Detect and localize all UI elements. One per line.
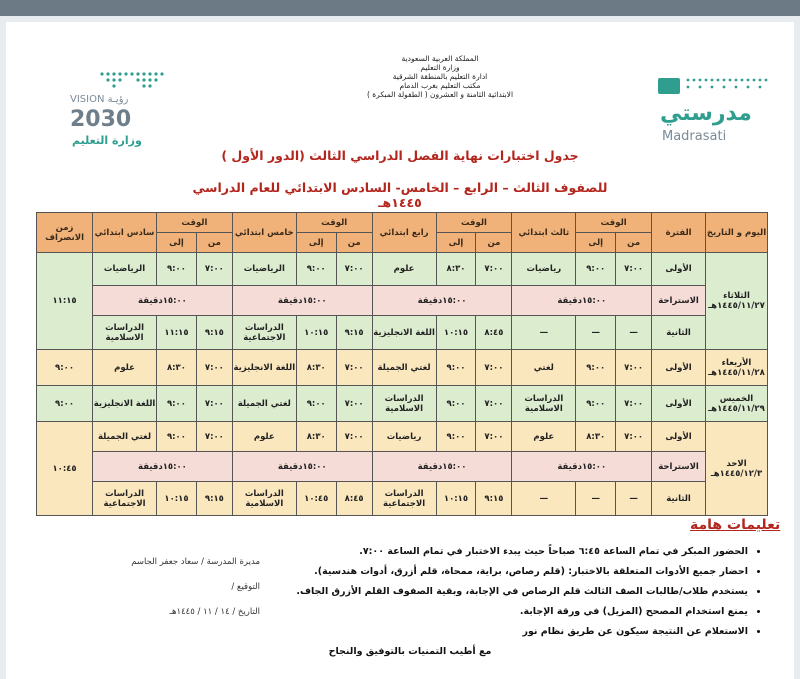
note-item: • الحضور المبكر في تمام الساعة ٦:٤٥ صباحاً حيث يبدء الاختبار في تمام الساعة ٧:٠٠. <box>204 542 748 562</box>
empty-dash: — <box>512 482 576 516</box>
time-from: ٧:٠٠ <box>616 422 652 452</box>
header-to: إلى <box>156 233 196 253</box>
time-to: ٨:٣٠ <box>576 422 616 452</box>
ministry-line: وزارة التعليم <box>420 63 460 72</box>
day-date: ١٤٤٥/١١/٢٩هـ <box>708 403 765 414</box>
header-day-date: اليوم و التاريخ <box>706 213 768 253</box>
time-to: ٨:٣٠ <box>156 350 196 386</box>
period-second: الثانية <box>652 482 706 516</box>
subject-cell: اللغة الانجليزية <box>93 386 157 422</box>
wishes-text: مع أطيب التمنيات بالتوفيق والنجاح <box>328 646 492 657</box>
period-first: الأولى <box>652 386 706 422</box>
exam-schedule-table <box>36 212 768 516</box>
subject-cell: الدراسات الاجتماعية <box>93 482 157 516</box>
header-dismissal: زمن الانصراف <box>37 213 93 253</box>
notes-title: تعليمات هامة <box>690 517 781 533</box>
time-from: ٩:١٥ <box>336 316 372 350</box>
ministry-education-text: وزارة التعليم <box>72 134 142 147</box>
time-to: ٩:٠٠ <box>576 350 616 386</box>
subject-cell: لغتي <box>512 350 576 386</box>
subject-cell: رياضيات <box>372 422 436 452</box>
time-from: ٩:١٥ <box>476 482 512 516</box>
break-duration: ١٥:٠٠دقيقة <box>512 452 652 482</box>
time-to: ٩:٠٠ <box>436 350 476 386</box>
time-to: ٨:٣٠ <box>296 422 336 452</box>
time-from: ٩:١٥ <box>196 316 232 350</box>
break-duration: ١٥:٠٠دقيقة <box>93 286 233 316</box>
subject-cell: الدراسات الاسلامية <box>232 482 296 516</box>
header-time: الوقت <box>436 213 512 233</box>
empty-dash: — <box>576 482 616 516</box>
time-to: ٩:٠٠ <box>436 422 476 452</box>
subject-cell: الدراسات الاسلامية <box>93 316 157 350</box>
subject-cell: علوم <box>232 422 296 452</box>
time-to: ٩:٠٠ <box>296 253 336 286</box>
time-from: ٧:٠٠ <box>616 253 652 286</box>
time-from: ٧:٠٠ <box>476 386 512 422</box>
dismissal-time: ٩:٠٠ <box>37 350 93 386</box>
time-to: ٩:٠٠ <box>156 386 196 422</box>
header-from: من <box>616 233 652 253</box>
empty-dash: — <box>616 482 652 516</box>
day-cell-thursday <box>706 386 768 422</box>
madrasati-logo <box>652 70 782 150</box>
header-from: من <box>336 233 372 253</box>
day-date: ١٤٤٥/١١/٢٨هـ <box>708 367 765 378</box>
time-from: ٧:٠٠ <box>336 350 372 386</box>
empty-dash: — <box>576 316 616 350</box>
header-grade-3: ثالث ابتدائي <box>512 213 576 253</box>
time-to: ١٠:١٥ <box>296 316 336 350</box>
subject-cell: علوم <box>512 422 576 452</box>
time-from: ٧:٠٠ <box>476 422 512 452</box>
vision-text: VISION رؤيـة <box>70 94 129 105</box>
header-period: الفترة <box>652 213 706 253</box>
time-to: ١٠:٤٥ <box>296 482 336 516</box>
day-name: الأربعاء <box>721 357 752 368</box>
signature-date: التاريخ / ١٤ / ١١ / ١٤٤٥هـ <box>169 607 260 617</box>
note-item: • الاستعلام عن النتيجة سيكون عن طريق نظام نور <box>204 622 748 642</box>
subject-cell: الرياضيات <box>232 253 296 286</box>
time-from: ٧:٠٠ <box>196 350 232 386</box>
dismissal-time: ٩:٠٠ <box>37 386 93 422</box>
subject-cell: الدراسات الاسلامية <box>512 386 576 422</box>
time-from: ٧:٠٠ <box>336 386 372 422</box>
period-first: الأولى <box>652 253 706 286</box>
top-bar <box>0 0 800 16</box>
signature-block <box>60 550 260 625</box>
time-to: ٩:٠٠ <box>296 386 336 422</box>
subject-cell: علوم <box>93 350 157 386</box>
header-time: الوقت <box>156 213 232 233</box>
time-from: ٧:٠٠ <box>336 422 372 452</box>
subject-cell: لغتي الجميلة <box>372 350 436 386</box>
time-to: ١٠:١٥ <box>436 482 476 516</box>
header-to: إلى <box>436 233 476 253</box>
header-grade-5: خامس ابتدائي <box>232 213 296 253</box>
ministry-header <box>330 54 550 99</box>
break-duration: ١٥:٠٠دقيقة <box>372 286 512 316</box>
time-from: ٧:٠٠ <box>196 386 232 422</box>
day-cell-wednesday <box>706 350 768 386</box>
header-time: الوقت <box>576 213 652 233</box>
signature-line: التوقيع / <box>231 582 260 592</box>
time-from: ٧:٠٠ <box>476 350 512 386</box>
subject-cell: اللغة الانجليزية <box>372 316 436 350</box>
period-break: الاستراحة <box>652 452 706 482</box>
vision-year: 2030 <box>70 107 132 132</box>
day-cell-tuesday <box>706 253 768 350</box>
header-grade-6: سادس ابتدائي <box>93 213 157 253</box>
subject-cell: اللغة الانجليزية <box>232 350 296 386</box>
time-from: ٨:٤٥ <box>336 482 372 516</box>
day-date: ١٤٤٥/١٢/٣هـ <box>710 468 763 479</box>
time-to: ٩:٠٠ <box>576 386 616 422</box>
empty-dash: — <box>616 316 652 350</box>
header-time: الوقت <box>296 213 372 233</box>
header-to: إلى <box>576 233 616 253</box>
break-duration: ١٥:٠٠دقيقة <box>232 286 372 316</box>
subject-cell: رياضيات <box>512 253 576 286</box>
time-to: ٩:٠٠ <box>436 386 476 422</box>
madrasati-arabic: مدرستي <box>660 101 752 126</box>
note-item: • يمنع استخدام المصحح (المزيل) في ورقة الإجابة. <box>204 602 748 622</box>
header-to: إلى <box>296 233 336 253</box>
day-cell-sunday <box>706 422 768 516</box>
time-to: ١٠:١٥ <box>156 482 196 516</box>
principal-name: مديرة المدرسة / سعاد جعفر الجاسم <box>131 557 260 567</box>
subject-cell: الدراسات الاسلامية <box>372 386 436 422</box>
header-from: من <box>476 233 512 253</box>
time-to: ١٠:١٥ <box>436 316 476 350</box>
time-from: ٧:٠٠ <box>196 422 232 452</box>
day-date: ١٤٤٥/١١/٢٧هـ <box>708 301 765 311</box>
ministry-line: الابتدائية الثامنة و العشرون ( الطفولة المبكرة ) <box>366 90 514 99</box>
time-from: ٧:٠٠ <box>196 253 232 286</box>
time-to: ٩:٠٠ <box>156 253 196 286</box>
note-item: • يستخدم طلاب/طالبات الصف الثالث قلم الرصاص في الإجابة، وبقية الصفوف القلم الأزرق الجاف. <box>204 582 748 602</box>
vision-2030-logo <box>68 68 178 150</box>
page-title: جدول اختبارات نهاية الفصل الدراسي الثالث (الدور الأول ) <box>221 148 579 163</box>
time-to: ٨:٣٠ <box>436 253 476 286</box>
subject-cell: الرياضيات <box>93 253 157 286</box>
time-from: ٧:٠٠ <box>616 386 652 422</box>
break-duration: ١٥:٠٠دقيقة <box>372 452 512 482</box>
note-item: • احضار جميع الأدوات المتعلقة بالاختبار: (قلم رصاص، براية، ممحاة، قلم أزرق، أدوات هندسية). <box>204 562 748 582</box>
break-duration: ١٥:٠٠دقيقة <box>512 286 652 316</box>
empty-dash: — <box>512 316 576 350</box>
ministry-line: مكتب التعليم بغرب الدمام <box>399 81 481 90</box>
time-from: ٧:٠٠ <box>336 253 372 286</box>
subject-cell: لغتي الجميلة <box>232 386 296 422</box>
time-from: ٧:٠٠ <box>616 350 652 386</box>
dismissal-time: ١٠:٤٥ <box>37 422 93 516</box>
madrasati-latin: Madrasati <box>662 129 727 144</box>
time-to: ٩:٠٠ <box>156 422 196 452</box>
time-from: ٨:٤٥ <box>476 316 512 350</box>
day-name: الثلاثاء <box>723 291 750 301</box>
page-subtitle: للصفوف الثالث – الرابع – الخامس- السادس الابتدائي للعام الدراسي ١٤٤٥هـ <box>192 180 608 210</box>
ministry-line: ادارة التعليم بالمنطقة الشرقية <box>392 72 488 81</box>
period-first: الأولى <box>652 350 706 386</box>
time-to: ١١:١٥ <box>156 316 196 350</box>
subject-cell: الدراسات الاجتماعية <box>232 316 296 350</box>
period-break: الاستراحة <box>652 286 706 316</box>
period-first: الأولى <box>652 422 706 452</box>
subject-cell: الدراسات الاجتماعية <box>372 482 436 516</box>
time-from: ٩:١٥ <box>196 482 232 516</box>
header-from: من <box>196 233 232 253</box>
notes-list <box>204 542 764 642</box>
break-duration: ١٥:٠٠دقيقة <box>232 452 372 482</box>
time-to: ٨:٣٠ <box>296 350 336 386</box>
ministry-line: المملكة العربية السعودية <box>401 54 479 63</box>
break-duration: ١٥:٠٠دقيقة <box>93 452 233 482</box>
time-from: ٧:٠٠ <box>476 253 512 286</box>
subject-cell: لغتي الجميلة <box>93 422 157 452</box>
day-name: الاحد <box>726 458 747 469</box>
subject-cell: علوم <box>372 253 436 286</box>
day-name: الخميس <box>719 393 754 404</box>
time-to: ٩:٠٠ <box>576 253 616 286</box>
period-second: الثانية <box>652 316 706 350</box>
header-grade-4: رابع ابتدائي <box>372 213 436 253</box>
dismissal-time: ١١:١٥ <box>37 253 93 350</box>
